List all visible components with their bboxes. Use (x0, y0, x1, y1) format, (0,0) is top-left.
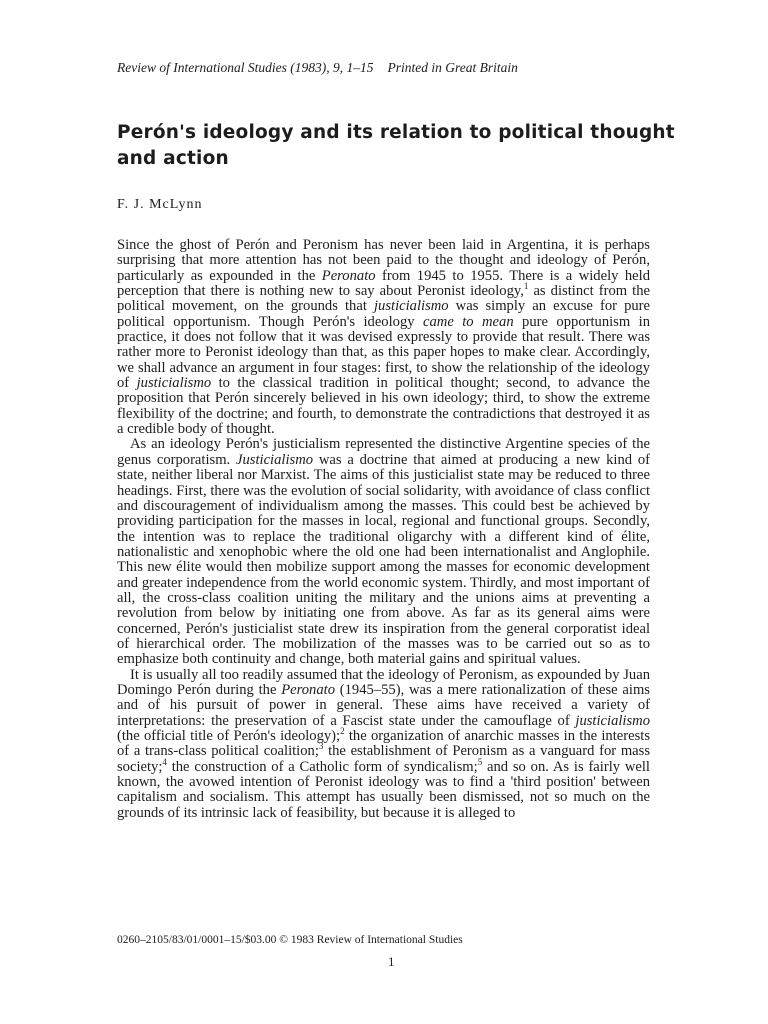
article-title: Perón's ideology and its relation to political thought and action (117, 122, 675, 169)
italic-term: justicialismo (575, 712, 650, 729)
text-run: (the official title of Perón's ideology); (117, 728, 341, 744)
text-run: (1945–55), was a mere rationalization of these aims and of his pursuit of power in general. These aims have received a variety of interpretations: the preservation of a Fascist state under the camouflage of (117, 681, 650, 729)
text-run: Since the ghost of Perón and Peronism has never been laid in Argentina, it is perhaps surprising that more attention has not been paid to the thought and ideology of Perón, particularly as expounded in the (117, 237, 650, 284)
footnote-marker: 4 (162, 756, 167, 767)
text-run: from 1945 to 1955. There is a widely held perception that there is nothing new to say about Peronist ideology, (117, 267, 650, 300)
running-header (117, 60, 717, 76)
text-run: to the classical tradition in political thought; second, to advance the proposition that Perón sincerely believed in his own ideology; third, to show the extreme flexibility of the doctrine; and fourth, to demonstrate the contradictions that destroyed it as a credible body of thought. (117, 375, 650, 438)
copyright-footer: 0260–2105/83/01/0001–15/$03.00 © 1983 Review of International Studies (117, 934, 463, 946)
italic-term: justicialismo (136, 375, 212, 392)
footnote-marker: 5 (477, 756, 483, 767)
journal-citation: Review of International Studies (1983), 9, 1–15 (117, 60, 374, 75)
italic-term: came to mean (423, 313, 514, 330)
text-run: As an ideology Perón's justicialism represented the distinctive Argentine species of the genus corporatism. (117, 436, 650, 468)
text-run: and so on. As is fairly well known, the avowed intention of Peronist ideology was to find a 'third position' between capitalism and socialism. This attempt has usually been dismissed, not so much on the grounds of its intrinsic lack of feasibility, but because it is alleged to (117, 758, 650, 821)
article-author: F. J. McLynn (117, 197, 203, 212)
footnote-marker: 3 (318, 741, 324, 752)
body-paragraph (117, 668, 650, 821)
text-run: pure opportunism in practice, it does not follow that it was devised expressly to provide that result. There was rather more to Peronist ideology than that, as this paper hopes to make clear. Accordingly, we shall advance an argument in four stages: first, to show the relationship of the ideology of (117, 313, 650, 392)
body-paragraph (117, 238, 650, 437)
text-run: the organization of anarchic masses in the interests of a trans-class political coalition; (117, 728, 650, 760)
printed-note: Printed in Great Britain (387, 60, 518, 75)
text-run: the establishment of Peronism as a vanguard for mass society; (117, 743, 651, 775)
text-run: was a doctrine that aimed at producing a new kind of state, neither liberal nor Marxist. The aims of this justicialist state may be reduced to three headings. First, there was the evolution of social solidarity, with avoidance of class conflict and discouragement of individualism among the masses. This could best be achieved by providing participation for the masses in local, regional and functional groups. Secondly, the intention was to replace the traditional oligarchy with a different kind of élite, nationalistic and xenophobic where the old one had been internationalist and Anglophile. This new élite would then mobilize support among the masses for economic development and greater independence from the world economic system. Thirdly, and most important of all, the cross-class coalition uniting the military and the unions aims at preventing a revolution from below by initiating one from above. As far as its general aims were concerned, Perón's justicialist state drew its inspiration from the general corporatist ideal of hierarchical order. The mobilization of the masses was to be carried out so as to emphasize both continuity and change, both material gains and spiritual values. (117, 451, 650, 668)
italic-term: justicialismo (373, 298, 449, 315)
footnote-marker: 1 (523, 281, 529, 292)
italic-term: Peronato (321, 267, 376, 284)
page-number: 1 (388, 954, 395, 969)
footnote-marker: 2 (340, 726, 345, 737)
body-paragraph (117, 437, 650, 667)
text-run: was simply an excuse for pure political opportunism. Though Perón's ideology (117, 298, 651, 330)
italic-term: Justicialismo (236, 451, 314, 468)
text-run: as distinct from the political movement, on the grounds that (117, 283, 650, 315)
article-body (117, 238, 650, 821)
italic-term: Peronato (281, 681, 335, 698)
text-run: It is usually all too readily assumed that the ideology of Peronism, as expounded by Juan Domingo Perón during the (117, 666, 650, 698)
text-run: the construction of a Catholic form of syndicalism; (166, 758, 478, 775)
